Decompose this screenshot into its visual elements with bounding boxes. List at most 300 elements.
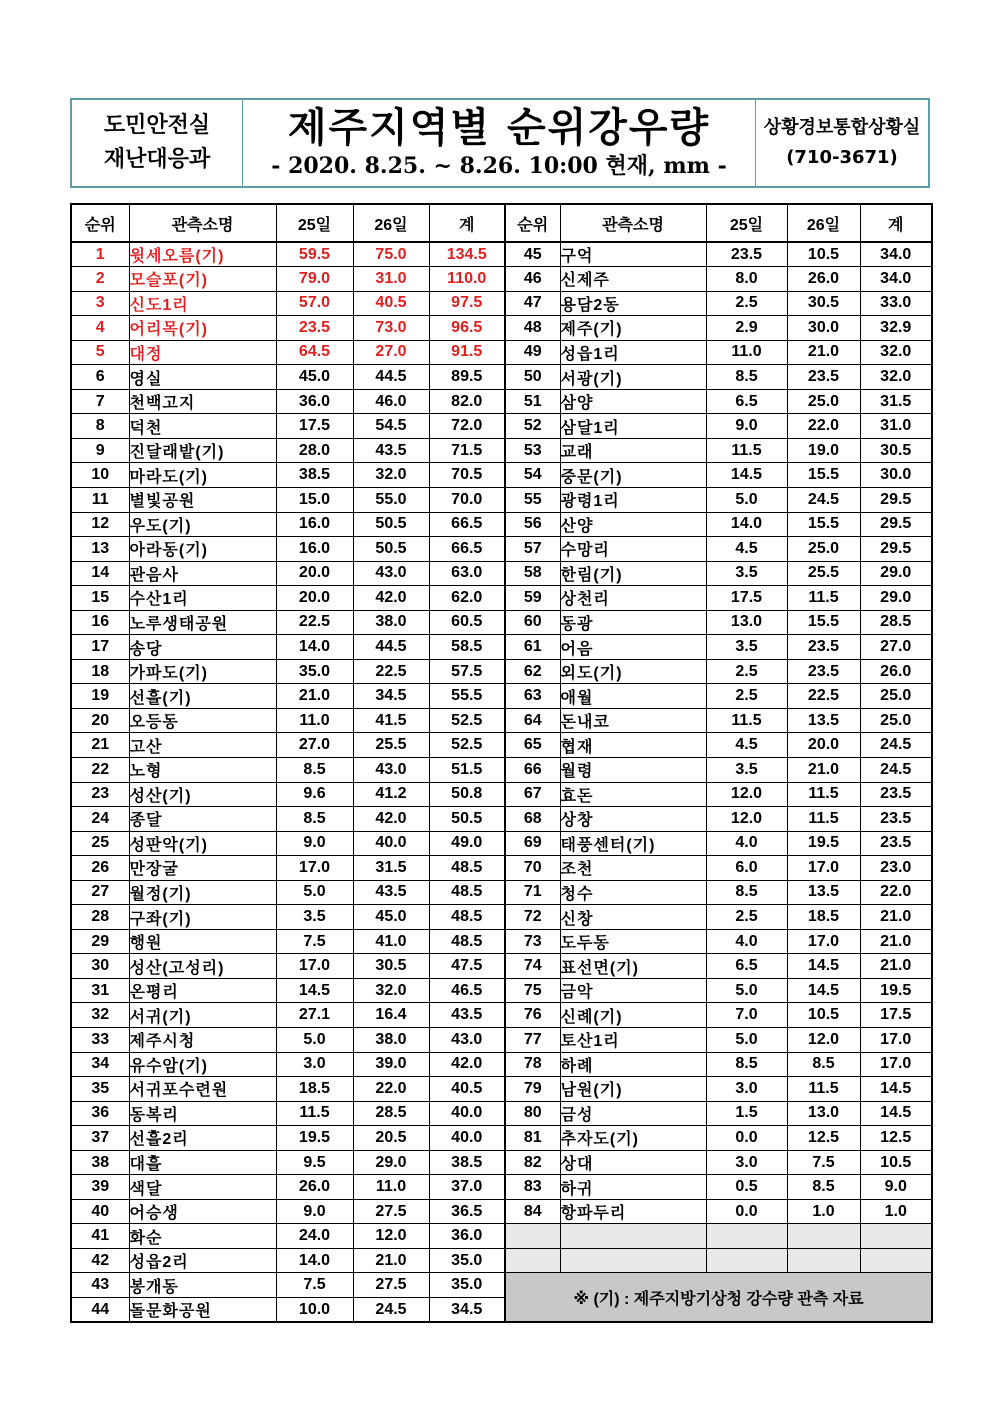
station-name: 삼달1리 — [560, 419, 620, 437]
rank-cell: 59 — [505, 586, 560, 611]
station-name-cell — [560, 512, 706, 537]
table-row — [71, 782, 505, 807]
station-name-cell — [560, 1101, 706, 1126]
day26-cell: 11.5 — [787, 807, 860, 832]
table-row — [505, 684, 932, 709]
day26-cell: 34.5 — [353, 684, 429, 709]
station-name: 선흘2리 — [129, 1131, 189, 1149]
total-cell: 26.0 — [860, 659, 932, 684]
station-name-cell — [560, 267, 706, 292]
station-name-cell — [560, 1150, 706, 1175]
total-cell: 58.5 — [429, 635, 505, 660]
table-row — [505, 463, 932, 488]
day25-cell: 19.5 — [276, 1126, 353, 1151]
day26-cell: 41.0 — [353, 929, 429, 954]
total-cell: 36.5 — [429, 1199, 505, 1224]
rank-cell: 64 — [505, 708, 560, 733]
table-row — [71, 1175, 505, 1200]
station-name-cell — [560, 610, 706, 635]
day25-cell: 4.5 — [706, 537, 787, 562]
total-cell: 40.0 — [429, 1126, 505, 1151]
total-cell: 25.0 — [860, 684, 932, 709]
day26-cell: 30.5 — [353, 954, 429, 979]
table-row — [505, 954, 932, 979]
rank-cell: 70 — [505, 856, 560, 881]
station-name: 산양 — [560, 517, 594, 535]
station-name-cell — [560, 389, 706, 414]
station-name-cell — [129, 905, 276, 930]
rank-cell: 17 — [71, 635, 129, 660]
station-name-cell — [129, 978, 276, 1003]
day26-cell: 25.0 — [787, 389, 860, 414]
rank-cell: 60 — [505, 610, 560, 635]
day25-cell: 4.0 — [706, 929, 787, 954]
table-header-row — [505, 204, 932, 242]
table-row — [505, 929, 932, 954]
station-name-cell — [129, 684, 276, 709]
station-name-cell — [560, 316, 706, 341]
day25-cell: 8.5 — [276, 807, 353, 832]
table-row — [505, 708, 932, 733]
department-box — [72, 100, 243, 186]
total-cell: 40.5 — [429, 1077, 505, 1102]
table-row — [505, 610, 932, 635]
footnote-row — [505, 1273, 932, 1322]
table-row — [505, 978, 932, 1003]
rank-cell: 81 — [505, 1126, 560, 1151]
station-name-cell — [129, 463, 276, 488]
station-name-cell — [129, 733, 276, 758]
day26-cell: 38.0 — [353, 1028, 429, 1053]
table-row — [71, 487, 505, 512]
table-row — [71, 1077, 505, 1102]
station-name: 항파두리 — [560, 1205, 627, 1223]
total-cell: 23.5 — [860, 782, 932, 807]
total-cell: 29.5 — [860, 537, 932, 562]
day25-cell: 3.5 — [706, 757, 787, 782]
total-cell: 70.0 — [429, 487, 505, 512]
day25-cell: 6.5 — [706, 389, 787, 414]
table-row — [505, 1175, 932, 1200]
station-name: 성읍2리 — [129, 1254, 189, 1272]
day26-cell: 73.0 — [353, 316, 429, 341]
rank-cell: 12 — [71, 512, 129, 537]
col-station: 관측소명 — [560, 204, 706, 242]
day25-cell: 79.0 — [276, 267, 353, 292]
table-row — [505, 856, 932, 881]
station-name-cell — [560, 1052, 706, 1077]
table-row — [71, 807, 505, 832]
day26-cell: 38.0 — [353, 610, 429, 635]
station-name-cell — [129, 856, 276, 881]
station-name: 노형 — [129, 763, 163, 781]
day25-cell: 9.6 — [276, 782, 353, 807]
day25-cell: 3.5 — [706, 561, 787, 586]
day26-cell: 12.0 — [353, 1224, 429, 1249]
day26-cell: 21.0 — [787, 340, 860, 365]
rank-cell: 25 — [71, 831, 129, 856]
table-row — [71, 1003, 505, 1028]
station-name: 신도1리 — [129, 296, 189, 314]
rank-cell: 66 — [505, 757, 560, 782]
station-name: 성읍1리 — [560, 345, 620, 363]
day25-cell: 12.0 — [706, 782, 787, 807]
total-cell: 12.5 — [860, 1126, 932, 1151]
rank-cell: 65 — [505, 733, 560, 758]
day25-cell: 3.0 — [706, 1150, 787, 1175]
day25-cell: 27.0 — [276, 733, 353, 758]
table-row — [71, 929, 505, 954]
station-name-cell — [560, 831, 706, 856]
day25-cell: 14.5 — [706, 463, 787, 488]
station-name-cell — [560, 905, 706, 930]
total-cell: 66.5 — [429, 512, 505, 537]
rank-cell: 23 — [71, 782, 129, 807]
station-name-cell — [129, 1077, 276, 1102]
day26-cell: 17.0 — [787, 929, 860, 954]
total-cell: 28.5 — [860, 610, 932, 635]
total-cell: 52.5 — [429, 733, 505, 758]
table-row — [505, 487, 932, 512]
station-name-cell — [560, 708, 706, 733]
day26-cell: 13.5 — [787, 880, 860, 905]
office-box — [756, 100, 928, 186]
rank-cell: 9 — [71, 438, 129, 463]
total-cell: 40.0 — [429, 1101, 505, 1126]
station-name: 선흘(기) — [129, 689, 192, 707]
day25-cell: 7.5 — [276, 1273, 353, 1298]
table-row — [71, 340, 505, 365]
table-row — [505, 389, 932, 414]
station-name-cell — [560, 463, 706, 488]
total-cell: 51.5 — [429, 757, 505, 782]
rank-cell: 16 — [71, 610, 129, 635]
total-cell: 23.5 — [860, 831, 932, 856]
table-row — [71, 537, 505, 562]
rank-cell: 15 — [71, 586, 129, 611]
day26-cell: 39.0 — [353, 1052, 429, 1077]
day25-cell: 13.0 — [706, 610, 787, 635]
day26-cell: 43.0 — [353, 561, 429, 586]
station-name-cell — [129, 1101, 276, 1126]
station-name: 온평리 — [129, 984, 179, 1002]
station-name-cell — [129, 757, 276, 782]
office-name: 상황경보통합상황실 — [763, 117, 921, 138]
day26-cell: 12.5 — [787, 1126, 860, 1151]
day26-cell: 50.5 — [353, 537, 429, 562]
station-name-cell — [560, 880, 706, 905]
day26-cell: 23.5 — [787, 659, 860, 684]
total-cell: 31.5 — [860, 389, 932, 414]
station-name-cell — [560, 1003, 706, 1028]
station-name: 만장굴 — [129, 861, 179, 879]
day25-cell: 11.5 — [276, 1101, 353, 1126]
station-name-cell — [129, 1175, 276, 1200]
day25-cell: 36.0 — [276, 389, 353, 414]
station-name-cell — [560, 929, 706, 954]
rank-cell: 24 — [71, 807, 129, 832]
table-row — [71, 1273, 505, 1298]
station-name-cell — [560, 414, 706, 439]
rank-cell: 73 — [505, 929, 560, 954]
day26-cell: 13.0 — [787, 1101, 860, 1126]
day26-cell: 15.5 — [787, 610, 860, 635]
total-cell: 30.0 — [860, 463, 932, 488]
station-name: 조천 — [560, 861, 594, 879]
footnote: ※ (기) : 제주지방기상청 강수량 관측 자료 — [505, 1273, 932, 1322]
day26-cell: 7.5 — [787, 1150, 860, 1175]
col-rank: 순위 — [505, 204, 560, 242]
station-name: 행원 — [129, 935, 163, 953]
total-cell: 48.5 — [429, 905, 505, 930]
day26-cell: 1.0 — [787, 1199, 860, 1224]
station-name-cell — [129, 635, 276, 660]
rank-cell: 5 — [71, 340, 129, 365]
empty-cell — [787, 1224, 860, 1249]
total-cell: 31.0 — [860, 414, 932, 439]
rank-cell: 40 — [71, 1199, 129, 1224]
total-cell: 21.0 — [860, 954, 932, 979]
total-cell: 32.9 — [860, 316, 932, 341]
station-name: 하례 — [560, 1057, 594, 1075]
rank-cell: 41 — [71, 1224, 129, 1249]
total-cell: 14.5 — [860, 1077, 932, 1102]
empty-cell — [706, 1248, 787, 1273]
day26-cell: 28.5 — [353, 1101, 429, 1126]
total-cell: 34.0 — [860, 267, 932, 292]
rank-cell: 8 — [71, 414, 129, 439]
day26-cell: 43.5 — [353, 880, 429, 905]
day26-cell: 17.0 — [787, 856, 860, 881]
empty-cell — [505, 1248, 560, 1273]
day25-cell: 0.0 — [706, 1199, 787, 1224]
total-cell: 72.0 — [429, 414, 505, 439]
station-name-cell — [129, 438, 276, 463]
table-row — [71, 291, 505, 316]
table-row — [71, 954, 505, 979]
day25-cell: 28.0 — [276, 438, 353, 463]
station-name: 추자도(기) — [560, 1131, 639, 1149]
station-name-cell — [129, 1199, 276, 1224]
rank-cell: 26 — [71, 856, 129, 881]
total-cell: 22.0 — [860, 880, 932, 905]
rank-cell: 54 — [505, 463, 560, 488]
table-row — [71, 1224, 505, 1249]
total-cell: 17.0 — [860, 1052, 932, 1077]
total-cell: 32.0 — [860, 340, 932, 365]
station-name: 하귀 — [560, 1180, 594, 1198]
day25-cell: 26.0 — [276, 1175, 353, 1200]
day25-cell: 20.0 — [276, 561, 353, 586]
station-name-cell — [129, 561, 276, 586]
total-cell: 23.5 — [860, 807, 932, 832]
day26-cell: 22.5 — [353, 659, 429, 684]
day26-cell: 31.0 — [353, 267, 429, 292]
empty-row — [505, 1224, 932, 1249]
station-name: 상창 — [560, 812, 594, 830]
total-cell: 63.0 — [429, 561, 505, 586]
rank-cell: 84 — [505, 1199, 560, 1224]
station-name-cell — [129, 954, 276, 979]
empty-cell — [505, 1224, 560, 1249]
rank-cell: 83 — [505, 1175, 560, 1200]
day25-cell: 14.0 — [706, 512, 787, 537]
day26-cell: 15.5 — [787, 512, 860, 537]
rank-cell: 30 — [71, 954, 129, 979]
day26-cell: 32.0 — [353, 463, 429, 488]
table-row — [505, 1101, 932, 1126]
day26-cell: 10.5 — [787, 1003, 860, 1028]
day25-cell: 5.0 — [706, 978, 787, 1003]
rank-cell: 20 — [71, 708, 129, 733]
day25-cell: 35.0 — [276, 659, 353, 684]
table-row — [71, 659, 505, 684]
station-name-cell — [560, 954, 706, 979]
station-name: 한림(기) — [560, 566, 623, 584]
station-name: 수망리 — [560, 542, 610, 560]
table-row — [71, 512, 505, 537]
total-cell: 89.5 — [429, 365, 505, 390]
day25-cell: 9.0 — [706, 414, 787, 439]
col-day26: 26일 — [353, 204, 429, 242]
station-name-cell — [129, 929, 276, 954]
station-name-cell — [129, 659, 276, 684]
table-row — [71, 267, 505, 292]
day26-cell: 54.5 — [353, 414, 429, 439]
station-name-cell — [129, 1028, 276, 1053]
station-name-cell — [560, 242, 706, 267]
table-row — [505, 586, 932, 611]
day25-cell: 11.0 — [706, 340, 787, 365]
station-name: 토산1리 — [560, 1033, 620, 1051]
table-row — [71, 389, 505, 414]
day26-cell: 26.0 — [787, 267, 860, 292]
total-cell: 29.5 — [860, 487, 932, 512]
day25-cell: 7.5 — [276, 929, 353, 954]
total-cell: 52.5 — [429, 708, 505, 733]
day26-cell: 42.0 — [353, 586, 429, 611]
day26-cell: 43.5 — [353, 438, 429, 463]
table-row — [71, 414, 505, 439]
station-name-cell — [129, 389, 276, 414]
station-name-cell — [129, 610, 276, 635]
total-cell: 30.5 — [860, 438, 932, 463]
station-name-cell — [129, 880, 276, 905]
table-row — [71, 1126, 505, 1151]
rank-cell: 48 — [505, 316, 560, 341]
total-cell: 36.0 — [429, 1224, 505, 1249]
day26-cell: 15.5 — [787, 463, 860, 488]
day25-cell: 14.5 — [276, 978, 353, 1003]
table-row — [505, 316, 932, 341]
total-cell: 29.0 — [860, 561, 932, 586]
total-cell: 43.5 — [429, 1003, 505, 1028]
station-name: 상대 — [560, 1156, 594, 1173]
station-name: 효돈 — [560, 787, 594, 805]
day26-cell: 16.4 — [353, 1003, 429, 1028]
rank-cell: 74 — [505, 954, 560, 979]
total-cell: 21.0 — [860, 929, 932, 954]
station-name: 별빛공원 — [129, 493, 196, 511]
table-row — [505, 880, 932, 905]
table-row — [505, 1003, 932, 1028]
station-name-cell — [560, 856, 706, 881]
station-name-cell — [560, 659, 706, 684]
rank-cell: 33 — [71, 1028, 129, 1053]
station-name-cell — [560, 340, 706, 365]
day26-cell: 8.5 — [787, 1175, 860, 1200]
day25-cell: 17.5 — [276, 414, 353, 439]
total-cell: 17.5 — [860, 1003, 932, 1028]
table-row — [505, 414, 932, 439]
empty-cell — [860, 1248, 932, 1273]
table-row — [71, 242, 505, 267]
table-row — [71, 635, 505, 660]
station-name: 광령1리 — [560, 493, 620, 511]
station-name-cell — [129, 242, 276, 267]
day25-cell: 5.0 — [706, 1028, 787, 1053]
station-name: 남원(기) — [560, 1082, 623, 1100]
station-name-cell — [560, 537, 706, 562]
table-row — [71, 1298, 505, 1323]
col-total: 계 — [860, 204, 932, 242]
station-name: 아라동(기) — [129, 542, 208, 560]
day26-cell: 11.5 — [787, 782, 860, 807]
rank-cell: 51 — [505, 389, 560, 414]
total-cell: 37.0 — [429, 1175, 505, 1200]
rank-cell: 57 — [505, 537, 560, 562]
col-day25: 25일 — [706, 204, 787, 242]
rank-cell: 63 — [505, 684, 560, 709]
table-row — [505, 659, 932, 684]
day25-cell: 11.5 — [706, 708, 787, 733]
total-cell: 48.5 — [429, 880, 505, 905]
station-name: 색달 — [129, 1180, 163, 1198]
station-name: 서귀포수련원 — [129, 1082, 229, 1100]
total-cell: 29.5 — [860, 512, 932, 537]
day25-cell: 5.0 — [276, 1028, 353, 1053]
day26-cell: 32.0 — [353, 978, 429, 1003]
total-cell: 91.5 — [429, 340, 505, 365]
station-name-cell — [560, 1175, 706, 1200]
station-name: 동광 — [560, 615, 594, 633]
rank-cell: 37 — [71, 1126, 129, 1151]
col-total: 계 — [429, 204, 505, 242]
station-name: 중문(기) — [560, 468, 623, 486]
station-name-cell — [129, 1150, 276, 1175]
rank-cell: 49 — [505, 340, 560, 365]
table-row — [505, 733, 932, 758]
station-name: 우도(기) — [129, 517, 192, 535]
station-name: 어리목(기) — [129, 321, 208, 339]
day25-cell: 17.0 — [276, 954, 353, 979]
station-name: 대흘 — [129, 1156, 163, 1173]
day26-cell: 24.5 — [787, 487, 860, 512]
day26-cell: 21.0 — [787, 757, 860, 782]
rank-cell: 14 — [71, 561, 129, 586]
table-row — [505, 340, 932, 365]
rank-cell: 62 — [505, 659, 560, 684]
day25-cell: 8.5 — [706, 1052, 787, 1077]
day26-cell: 27.0 — [353, 340, 429, 365]
station-name-cell — [129, 340, 276, 365]
day25-cell: 22.5 — [276, 610, 353, 635]
col-station: 관측소명 — [129, 204, 276, 242]
day25-cell: 1.5 — [706, 1101, 787, 1126]
station-name-cell — [560, 757, 706, 782]
station-name: 영실 — [129, 370, 163, 388]
station-name-cell — [129, 1126, 276, 1151]
